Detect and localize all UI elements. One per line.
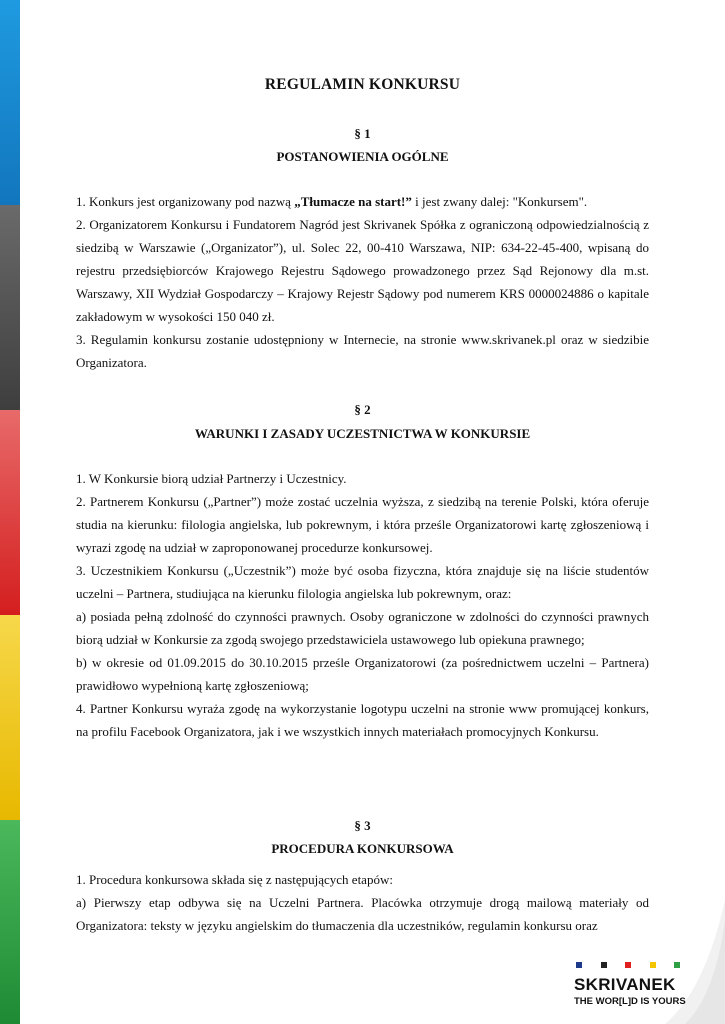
paragraph: 1. Procedura konkursowa składa się z następujących etapów: bbox=[76, 872, 393, 887]
stripe-yellow bbox=[0, 615, 20, 820]
document-title: REGULAMIN KONKURSU bbox=[264, 76, 461, 93]
paragraph-text: 1. Konkurs jest organizowany pod nazwą bbox=[76, 194, 295, 209]
logo-dots bbox=[576, 962, 680, 968]
section-3-number: § 3 bbox=[354, 818, 371, 833]
paragraph: b) w okresie od 01.09.2015 do 30.10.2015 prześle Organizatorowi (za pośrednictwem uczelni – Partnera) prawidłowo wypełnioną kartę zgłoszeniową; bbox=[76, 655, 649, 693]
logo-dot bbox=[625, 962, 631, 968]
paragraph: 3. Uczestnikiem Konkursu („Uczestnik”) może być osoba fizyczna, która znajduje się na liście studentów uczelni – Partnera, studiująca na kierunku filologia angielska lub pokrewnym, oraz: bbox=[76, 563, 649, 601]
paragraph: a) posiada pełną zdolność do czynności prawnych. Osoby ograniczone w zdolności do czynności prawnych biorą udział w Konkursie za zgodą swojego przedstawiciela ustawowego lub opiekuna prawnego; bbox=[76, 609, 649, 647]
section-1-number: § 1 bbox=[354, 126, 371, 141]
logo-dot bbox=[650, 962, 656, 968]
contest-name: „Tłumacze na start!” bbox=[294, 194, 412, 209]
logo-dot bbox=[576, 962, 582, 968]
logo-tagline: THE WOR[L]D IS YOURS bbox=[574, 996, 686, 1007]
skrivanek-logo bbox=[574, 962, 689, 1007]
logo-dot bbox=[674, 962, 680, 968]
section-2-body bbox=[76, 467, 649, 743]
section-3-heading: PROCEDURA KONKURSOWA bbox=[271, 841, 454, 856]
paragraph bbox=[76, 190, 649, 213]
paragraph: 4. Partner Konkursu wyraża zgodę na wykorzystanie logotypu uczelni na stronie www promującej konkurs, na profilu Facebook Organizatora, jak i we wszystkich innych materiałach promocyjnych Konkursu. bbox=[76, 701, 649, 739]
stripe-green bbox=[0, 820, 20, 1024]
stripe-gray bbox=[0, 205, 20, 410]
section-2-heading: WARUNKI I ZASADY UCZESTNICTWA W KONKURSIE bbox=[194, 426, 531, 441]
section-1-heading: POSTANOWIENIA OGÓLNE bbox=[276, 149, 449, 164]
section-2-number: § 2 bbox=[354, 402, 371, 417]
section-1-body bbox=[76, 190, 649, 374]
paragraph-text: i jest zwany dalej: "Konkursem". bbox=[411, 194, 588, 209]
logo-brand: SKRIVANEK bbox=[574, 975, 676, 994]
stripe-blue bbox=[0, 0, 20, 205]
paragraph: a) Pierwszy etap odbywa się na Uczelni Partnera. Placówka otrzymuje drogą mailową materiały od Organizatora: teksty w języku angielskim do tłumaczenia dla uczestników, regulamin konkursu oraz bbox=[76, 895, 649, 933]
logo-dot bbox=[601, 962, 607, 968]
paragraph: 3. Regulamin konkursu zostanie udostępniony w Internecie, na stronie www.skrivanek.pl oraz w siedzibie Organizatora. bbox=[76, 332, 649, 370]
section-3-body bbox=[76, 868, 649, 937]
stripe-red bbox=[0, 410, 20, 615]
paragraph: 2. Partnerem Konkursu („Partner”) może zostać uczelnia wyższa, z siedzibą na terenie Polski, która oferuje studia na kierunku: filologia angielska, lub pokrewnym, i która prześle Organizatorowi kartę zgłoszeniową i wyrazi zgodę na udział w zaproponowanej procedurze konkursowej. bbox=[76, 494, 649, 555]
paragraph: 2. Organizatorem Konkursu i Fundatorem Nagród jest Skrivanek Spółka z ograniczoną odpowiedzialnością z siedzibą w Warszawie („Organizator”), ul. Solec 22, 00-410 Warszawa, NIP: 634-22-45-400, wpisaną do rejestru przedsiębiorców Krajowego Rejestru Sądowego prowadzonego przez Sąd Rejonowy dla m.st. Warszawy, XII Wydział Gospodarczy – Krajowy Rejestr Sądowy pod numerem KRS 0000024886 o kapitale zakładowym w wysokości 150 040 zł. bbox=[76, 217, 649, 324]
paragraph: 1. W Konkursie biorą udział Partnerzy i Uczestnicy. bbox=[76, 471, 347, 486]
